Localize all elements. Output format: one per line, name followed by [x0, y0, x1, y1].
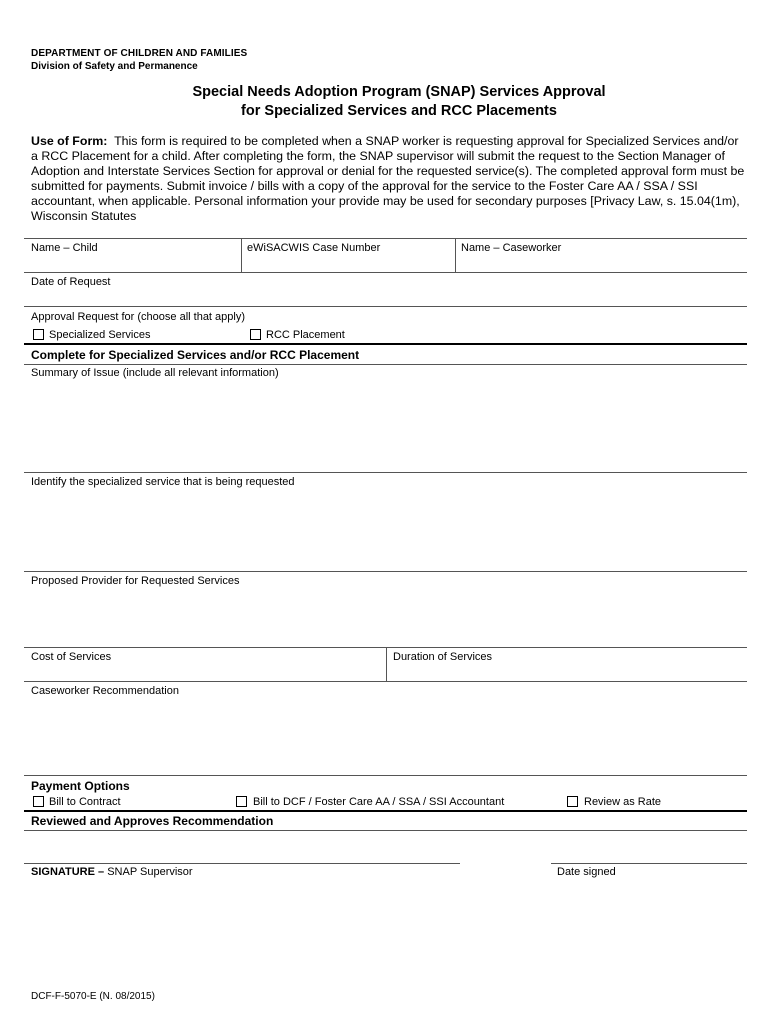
payment-options-heading: Payment Options: [31, 779, 130, 793]
section-divider: [24, 343, 747, 345]
case-number-field[interactable]: eWiSACWIS Case Number: [247, 242, 381, 254]
divider: [24, 306, 747, 307]
divider: [24, 238, 747, 239]
signature-line[interactable]: [24, 863, 460, 864]
proposed-provider-field[interactable]: Proposed Provider for Requested Services: [31, 575, 240, 587]
divider: [24, 830, 747, 831]
approval-request-label: Approval Request for (choose all that apply): [31, 311, 246, 323]
divider: [24, 775, 747, 776]
use-of-form-text: This form is required to be completed when a SNAP worker is requesting approval for Specialized Services and/or a RCC Placement for a child. After completing the form, the SNAP supervisor will submit the request to the Section Manager of Adoption and Interstate Services Section for approval or denial for the requested service(s). The completed approval form must be submitted for payments. Submit invoice / bills with a copy of the approval for the service to the Foster Care AA / SSA / SSI accountant, when applicable. Personal information your provide may be used for secondary purposes [Privacy Law, s. 15.04(1m), Wisconsin Statutes: [31, 134, 745, 223]
divider: [241, 238, 242, 272]
divider: [24, 571, 747, 572]
signature-label-bold: SIGNATURE –: [31, 866, 105, 878]
duration-of-services-field[interactable]: Duration of Services: [393, 651, 493, 663]
specialized-services-label: Specialized Services: [49, 329, 151, 341]
review-as-rate-label: Review as Rate: [584, 796, 662, 808]
form-title-line2: for Specialized Services and RCC Placements: [241, 103, 557, 119]
bill-to-contract-checkbox[interactable]: [33, 796, 44, 807]
form-number: DCF-F-5070-E (N. 08/2015): [31, 991, 155, 1002]
rcc-placement-checkbox[interactable]: [250, 329, 261, 340]
department-name: DEPARTMENT OF CHILDREN AND FAMILIES: [31, 48, 248, 59]
section-divider: [24, 810, 747, 812]
name-child-field[interactable]: Name – Child: [31, 242, 98, 254]
reviewed-section-heading: Reviewed and Approves Recommendation: [31, 814, 274, 828]
specialized-services-checkbox[interactable]: [33, 329, 44, 340]
identify-service-field[interactable]: Identify the specialized service that is being requested: [31, 476, 295, 488]
summary-of-issue-field[interactable]: Summary of Issue (include all relevant information): [31, 367, 279, 379]
divider: [24, 681, 747, 682]
use-of-form-lead: Use of Form:: [31, 134, 108, 148]
form-title-line1: Special Needs Adoption Program (SNAP) Services Approval: [192, 84, 606, 100]
review-as-rate-checkbox[interactable]: [567, 796, 578, 807]
bill-to-contract-label: Bill to Contract: [49, 796, 121, 808]
bill-to-dcf-label: Bill to DCF / Foster Care AA / SSA / SSI Accountant: [253, 796, 505, 808]
divider: [24, 472, 747, 473]
divider: [455, 238, 456, 272]
signature-label: [31, 866, 193, 878]
rcc-placement-label: RCC Placement: [266, 329, 345, 341]
cost-of-services-field[interactable]: Cost of Services: [31, 651, 112, 663]
date-of-request-field[interactable]: Date of Request: [31, 276, 111, 288]
divider: [24, 272, 747, 273]
division-name: Division of Safety and Permanence: [31, 61, 198, 72]
signature-label-rest: SNAP Supervisor: [107, 866, 193, 878]
bill-to-dcf-checkbox[interactable]: [236, 796, 247, 807]
name-caseworker-field[interactable]: Name – Caseworker: [461, 242, 562, 254]
complete-for-section-heading: Complete for Specialized Services and/or RCC Placement: [31, 348, 360, 362]
divider: [24, 364, 747, 365]
divider: [386, 647, 387, 681]
caseworker-recommendation-field[interactable]: Caseworker Recommendation: [31, 685, 179, 697]
use-of-form-paragraph: [31, 134, 746, 224]
date-signed-label: Date signed: [557, 866, 616, 878]
date-signed-line[interactable]: [551, 863, 747, 864]
